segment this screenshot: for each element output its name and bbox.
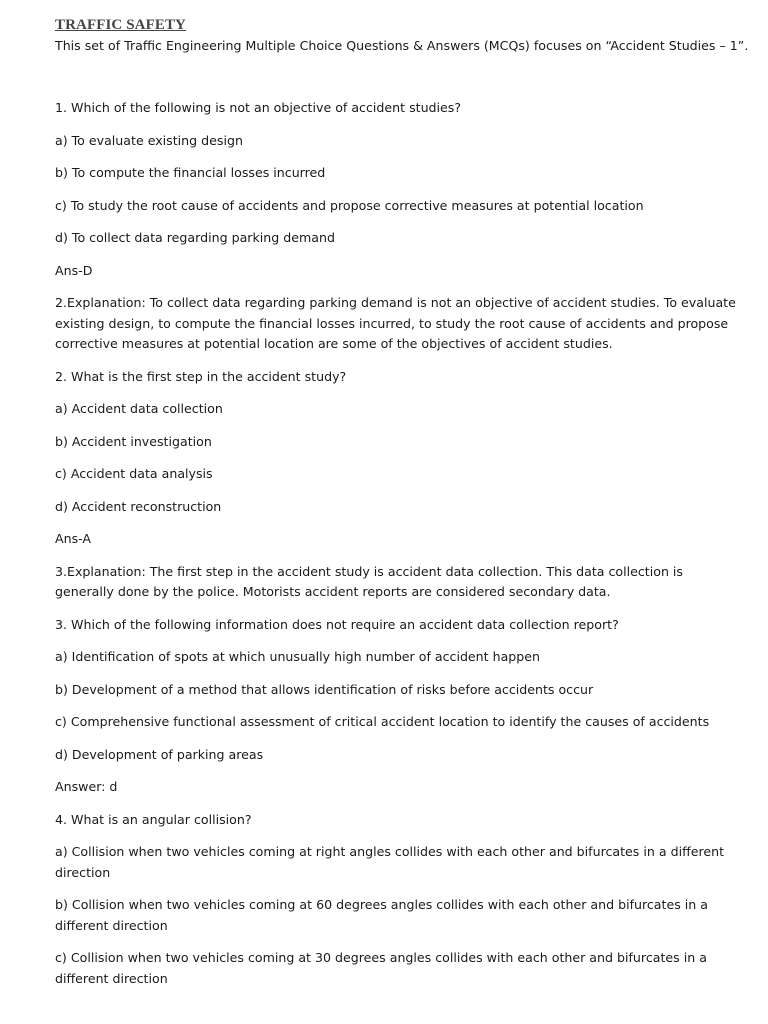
q2-option-b: b) Accident investigation [55, 433, 212, 449]
question-4: 4. What is an angular collision? [55, 811, 252, 827]
q4-option-b: b) Collision when two vehicles coming at 60 degrees angles collides with each other and bifurcates in a different direction [55, 897, 708, 933]
q1-option-a: a) To evaluate existing design [55, 132, 243, 148]
document-page [55, 14, 749, 1001]
q1-option-c: c) To study the root cause of accidents and propose corrective measures at potential location [55, 197, 644, 213]
question-2: 2. What is the first step in the accident study? [55, 368, 347, 384]
q2-option-a: a) Accident data collection [55, 401, 223, 416]
q4-option-a: a) Collision when two vehicles coming at right angles collides with each other and bifurcates in a different direction [55, 844, 725, 880]
question-3: 3. Which of the following information does not require an accident data collection report? [55, 616, 619, 632]
document-intro: This set of Traffic Engineering Multiple Choice Questions & Answers (MCQs) focuses on “Accident Studies – 1”. [55, 38, 749, 53]
q3-option-d: d) Development of parking areas [55, 746, 264, 762]
q2-option-d: d) Accident reconstruction [55, 498, 222, 514]
question-1: 1. Which of the following is not an objective of accident studies? [55, 100, 462, 115]
q1-option-d: d) To collect data regarding parking demand [55, 230, 335, 245]
document-title: TRAFFIC SAFETY [55, 17, 186, 33]
q3-option-a: a) Identification of spots at which unusually high number of accident happen [55, 649, 541, 664]
q4-option-c: c) Collision when two vehicles coming at 30 degrees angles collides with each other and bifurcates in a different direction [55, 950, 707, 986]
q2-answer: Ans-A [55, 531, 92, 546]
q3-option-b: b) Development of a method that allows identification of risks before accidents occur [55, 681, 594, 697]
q2-option-c: c) Accident data analysis [55, 466, 213, 481]
q1-explanation: 2.Explanation: To collect data regarding parking demand is not an objective of accident studies. To evaluate existing design, to compute the financial losses incurred, to study the root cause of accidents and propose corrective measures at potential location are some of the objectives of accident studies. [55, 295, 736, 351]
q3-answer: Answer: d [55, 779, 118, 794]
q2-explanation: 3.Explanation: The first step in the accident study is accident data collection. This data collection is generally done by the police. Motorists accident reports are considered secondary data. [55, 563, 683, 599]
q3-option-c: c) Comprehensive functional assessment of critical accident location to identify the causes of accidents [55, 714, 710, 729]
q1-answer: Ans-D [55, 262, 93, 278]
q1-option-b: b) To compute the financial losses incurred [55, 165, 326, 180]
